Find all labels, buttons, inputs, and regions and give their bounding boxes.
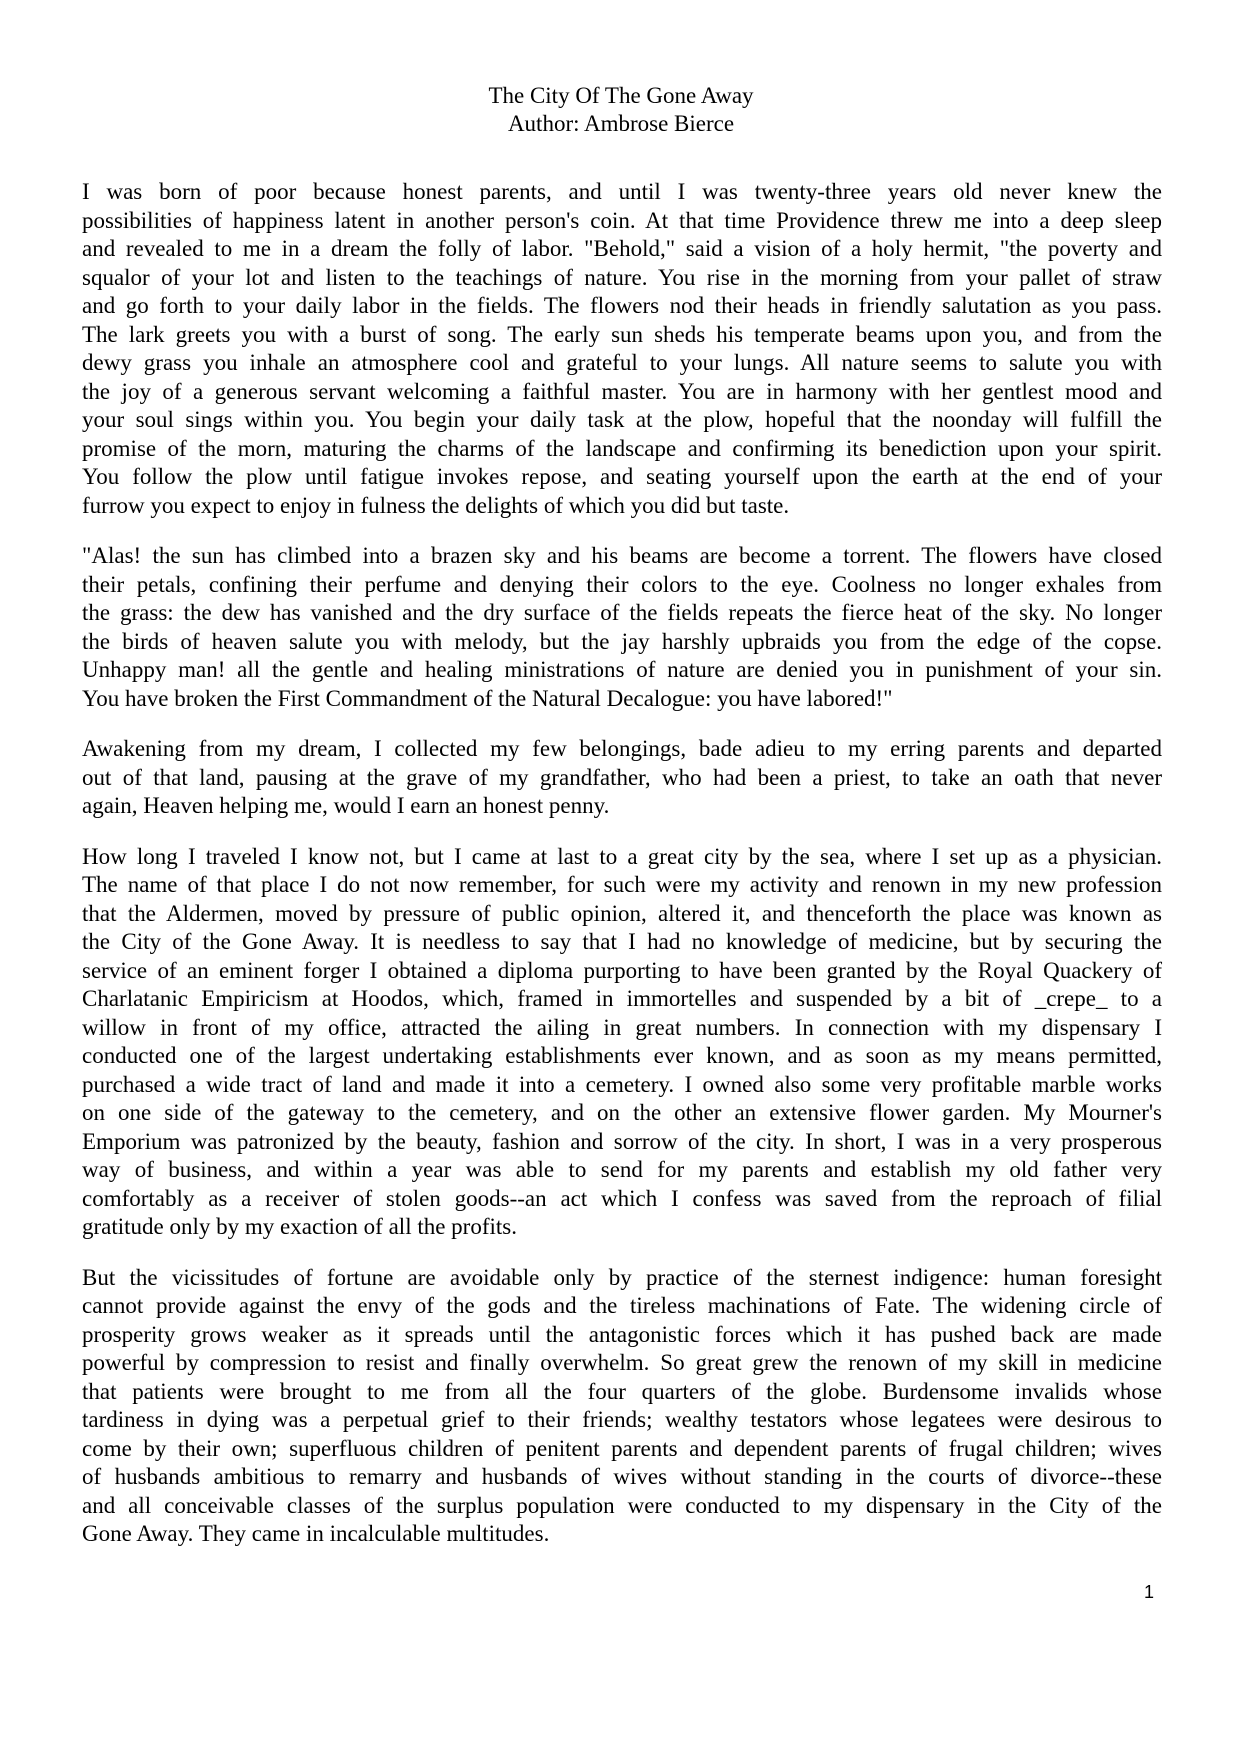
text-line: prosperity grows weaker as it spreads until the antagonistic forces which it has pushed back are made (82, 1321, 1162, 1347)
text-line: their petals, confining their perfume and denying their colors to the eye. Coolness no longer exhales from (82, 571, 1162, 597)
text-line: promise of the morn, maturing the charms of the landscape and confirming its benediction upon your spirit. (82, 435, 1162, 461)
paragraph (82, 1264, 1162, 1549)
text-line: purchased a wide tract of land and made it into a cemetery. I owned also some very profitable marble works (82, 1071, 1162, 1097)
text-line: service of an eminent forger I obtained a diploma purporting to have been granted by the Royal Quackery of (82, 957, 1162, 983)
text-line: the City of the Gone Away. It is needless to say that I had no knowledge of medicine, but by securing the (82, 929, 1162, 954)
text-line: You have broken the First Commandment of the Natural Decalogue: you have labored!" (82, 685, 893, 711)
text-line: the joy of a generous servant welcoming a faithful master. You are in harmony with her gentlest mood and (82, 378, 1162, 404)
text-line: Awakening from my dream, I collected my few belongings, bade adieu to my erring parents and departed (82, 736, 1162, 761)
text-line: willow in front of my office, attracted the ailing in great numbers. In connection with my dispensary I (82, 1014, 1162, 1040)
text-line: on one side of the gateway to the cemetery, and on the other an extensive flower garden. My Mourner's (82, 1100, 1162, 1125)
text-line: furrow you expect to enjoy in fulness the delights of which you did but taste. (82, 492, 790, 518)
text-line: "Alas! the sun has climbed into a brazen sky and his beams are become a torrent. The flowers have closed (82, 543, 1162, 568)
paragraph (82, 735, 1162, 821)
paragraph (82, 542, 1162, 713)
text-line: The name of that place I do not now remember, for such were my activity and renown in my new profession (82, 872, 1162, 897)
text-line: Gone Away. They came in incalculable multitudes. (82, 1521, 550, 1546)
text-line: and go forth to your daily labor in the fields. The flowers nod their heads in friendly salutation as you pass. (82, 293, 1162, 318)
document-author: Author: Ambrose Bierce (507, 111, 735, 136)
text-line: that patients were brought to me from all the four quarters of the globe. Burdensome invalids whose (82, 1378, 1162, 1404)
text-line: your soul sings within you. You begin your daily task at the plow, hopeful that the noonday will fulfill the (82, 407, 1162, 432)
text-line: that the Aldermen, moved by pressure of public opinion, altered it, and thenceforth the place was known as (82, 900, 1162, 926)
text-line: way of business, and within a year was able to send for my parents and establish my old father very (82, 1157, 1162, 1182)
text-line: come by their own; superfluous children of penitent parents and dependent parents of frugal children; wives (82, 1435, 1162, 1461)
text-line: powerful by compression to resist and finally overwhelm. So great grew the renown of my skill in medicine (82, 1350, 1162, 1375)
text-line: tardiness in dying was a perpetual grief to their friends; wealthy testators whose legatees were desirous to (82, 1407, 1162, 1432)
document-title: The City Of The Gone Away (488, 83, 754, 108)
text-line: conducted one of the largest undertaking establishments ever known, and as soon as my means permitted, (82, 1043, 1162, 1068)
page-number: 1 (1144, 1582, 1155, 1602)
text-line: cannot provide against the envy of the gods and the tireless machinations of Fate. The widening circle of (82, 1293, 1162, 1318)
text-line: But the vicissitudes of fortune are avoidable only by practice of the sternest indigence: human foresight (82, 1264, 1162, 1290)
paragraph (82, 178, 1162, 520)
text-line: the grass: the dew has vanished and the dry surface of the fields repeats the fierce heat of the sky. No longer (82, 600, 1162, 625)
text-line: and all conceivable classes of the surplus population were conducted to my dispensary in the City of the (82, 1492, 1162, 1518)
text-line: You follow the plow until fatigue invokes repose, and seating yourself upon the earth at the end of your (82, 464, 1162, 489)
document-body (82, 178, 1162, 1571)
text-line: possibilities of happiness latent in another person's coin. At that time Providence threw me into a deep sleep (82, 207, 1162, 233)
text-line: gratitude only by my exaction of all the profits. (82, 1214, 517, 1239)
text-line: How long I traveled I know not, but I came at last to a great city by the sea, where I set up as a physician. (82, 843, 1162, 869)
text-line: I was born of poor because honest parents, and until I was twenty-three years old never knew the (82, 179, 1162, 204)
text-line: Charlatanic Empiricism at Hoodos, which, framed in immortelles and suspended by a bit of _crepe_ to a (82, 986, 1162, 1011)
text-line: Emporium was patronized by the beauty, fashion and sorrow of the city. In short, I was in a very prosperous (82, 1128, 1162, 1154)
text-line: and revealed to me in a dream the folly of labor. "Behold," said a vision of a holy hermit, "the poverty and (82, 236, 1162, 261)
text-line: squalor of your lot and listen to the teachings of nature. You rise in the morning from your pallet of straw (82, 264, 1162, 290)
text-line: again, Heaven helping me, would I earn an honest penny. (82, 793, 610, 818)
text-line: the birds of heaven salute you with melody, but the jay harshly upbraids you from the edge of the copse. (82, 628, 1162, 654)
text-line: dewy grass you inhale an atmosphere cool and grateful to your lungs. All nature seems to salute you with (82, 350, 1162, 375)
text-line: Unhappy man! all the gentle and healing ministrations of nature are denied you in punishment of your sin. (82, 657, 1162, 682)
text-line: comfortably as a receiver of stolen goods--an act which I confess was saved from the reproach of filial (82, 1185, 1162, 1211)
text-line: The lark greets you with a burst of song. The early sun sheds his temperate beams upon you, and from the (82, 321, 1162, 347)
paragraph (82, 843, 1162, 1242)
text-line: out of that land, pausing at the grave of my grandfather, who had been a priest, to take an oath that never (82, 764, 1162, 790)
text-line: of husbands ambitious to remarry and husbands of wives without standing in the courts of divorce--these (82, 1464, 1162, 1489)
